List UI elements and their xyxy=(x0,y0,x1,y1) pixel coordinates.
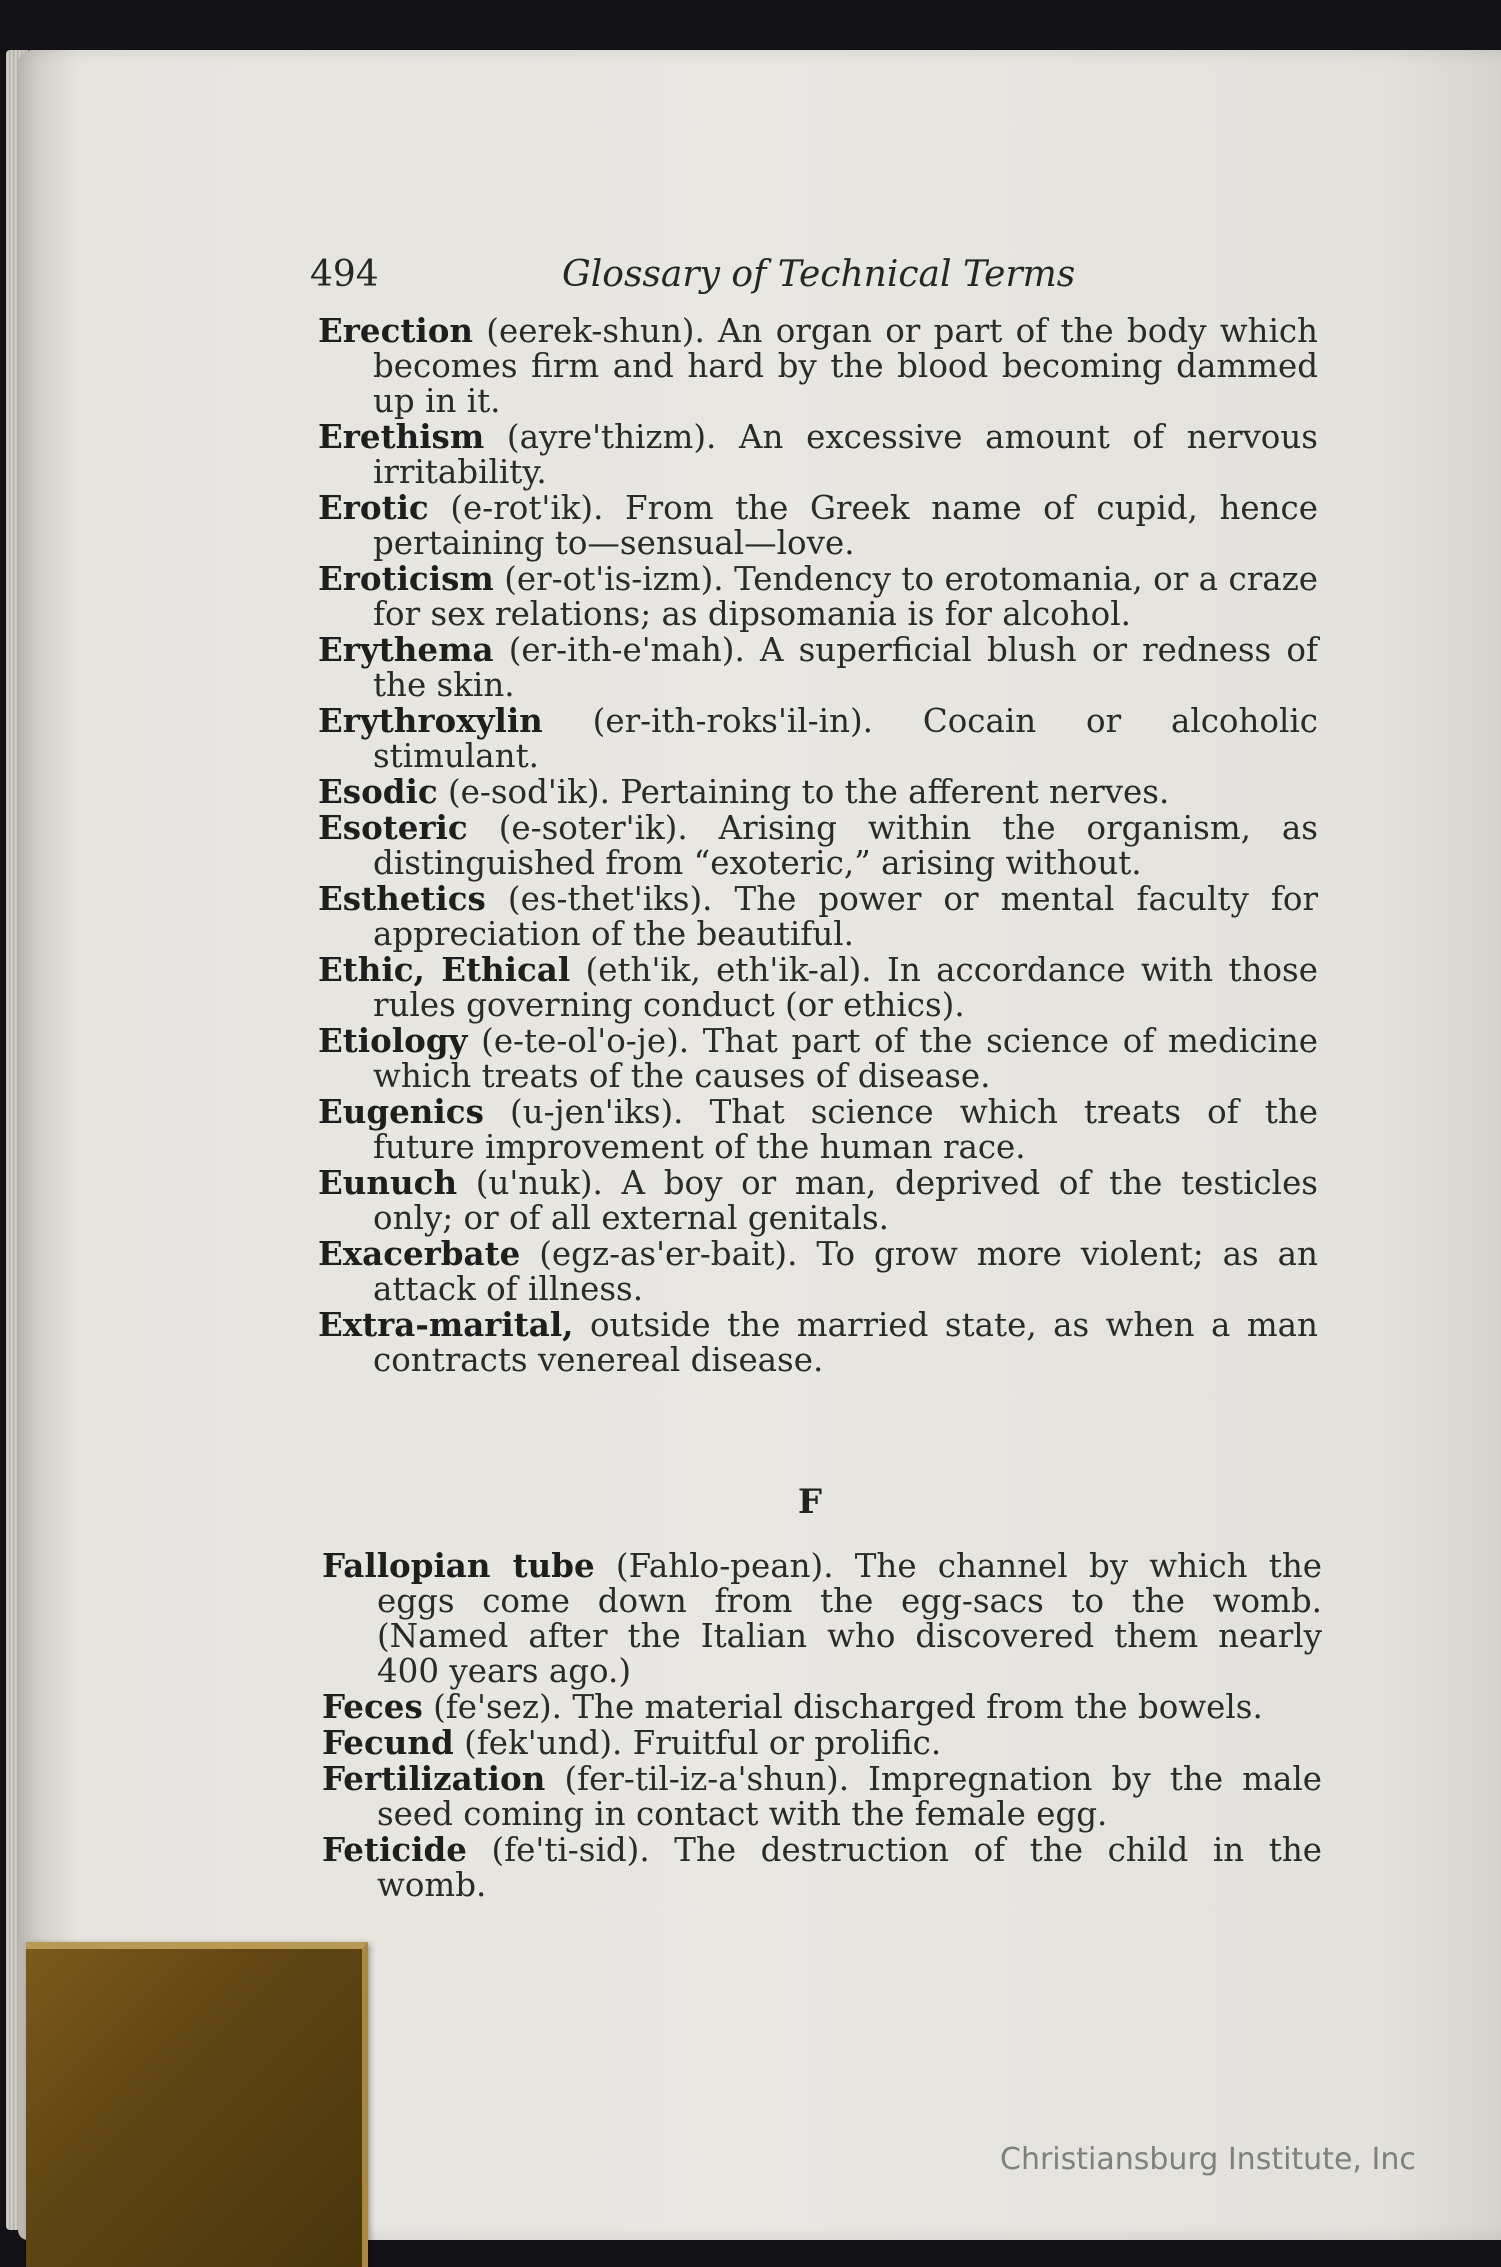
entry-definition: (u-jen'iks). That science which treats of the future improvement of the human race. xyxy=(373,1093,1318,1166)
page-title: Glossary of Technical Terms xyxy=(562,254,1076,295)
entry-definition: (fe'ti-sid). The destruction of the child in the womb. xyxy=(377,1831,1322,1904)
entry-definition: (e-te-ol'o-je). That part of the science of medicine which treats of the causes of disease. xyxy=(373,1022,1318,1095)
running-head xyxy=(310,248,1320,300)
entry-term: Eugenics xyxy=(318,1092,484,1131)
glossary-entry xyxy=(322,1832,1322,1903)
glossary-entry xyxy=(322,1689,1322,1725)
glossary-entry xyxy=(318,881,1318,952)
entry-definition: (fe'sez). The material discharged from the bowels. xyxy=(433,1688,1263,1726)
entry-term: Extra-marital, xyxy=(318,1305,574,1344)
glossary-entry xyxy=(318,774,1318,810)
glossary-entry xyxy=(318,632,1318,703)
glossary-entry xyxy=(318,1236,1318,1307)
entry-term: Erection xyxy=(318,311,474,350)
entry-definition: (e-sod'ik). Pertaining to the afferent nerves. xyxy=(447,773,1170,811)
entry-definition: (eth'ik, eth'ik-al). In accordance with those rules governing conduct (or ethics). xyxy=(373,951,1318,1024)
glossary-entry xyxy=(318,313,1318,419)
glossary-entry xyxy=(322,1725,1322,1761)
glossary-entry xyxy=(318,1165,1318,1236)
entry-term: Fallopian tube xyxy=(322,1546,595,1585)
entry-definition: (es-thet'iks). The power or mental faculty for appreciation of the beautiful. xyxy=(373,880,1318,953)
entry-term: Eroticism xyxy=(318,559,494,598)
glossary-entry xyxy=(318,1023,1318,1094)
entry-definition: outside the married state, as when a man contracts venereal disease. xyxy=(373,1306,1318,1379)
entry-term: Fertilization xyxy=(322,1759,546,1798)
glossary-entry xyxy=(322,1761,1322,1832)
gold-index-tab xyxy=(26,1942,368,2267)
entry-term: Ethic, Ethical xyxy=(318,950,571,989)
glossary-section-f xyxy=(322,1548,1322,1903)
entry-definition: (fer-til-iz-a'shun). Impregnation by the male seed coming in contact with the female egg. xyxy=(377,1760,1322,1833)
entry-term: Erythroxylin xyxy=(318,701,543,740)
entry-term: Exacerbate xyxy=(318,1234,521,1273)
entry-term: Erythema xyxy=(318,630,494,669)
entry-definition: (er-ot'is-izm). Tendency to erotomania, or a craze for sex relations; as dipsomania is for alcohol. xyxy=(373,560,1318,633)
entry-term: Feticide xyxy=(322,1830,467,1869)
entry-term: Etiology xyxy=(318,1021,468,1060)
entry-term: Esthetics xyxy=(318,879,486,918)
entry-term: Esoteric xyxy=(318,808,468,847)
entry-definition: (er-ith-e'mah). A superficial blush or redness of the skin. xyxy=(373,631,1318,704)
glossary-entry xyxy=(318,1307,1318,1378)
entry-term: Erotic xyxy=(318,488,429,527)
glossary-entry xyxy=(318,810,1318,881)
entry-definition: (er-ith-roks'il-in). Cocain or alcoholic stimulant. xyxy=(373,702,1318,775)
entry-definition: (e-rot'ik). From the Greek name of cupid, hence pertaining to—sensual—love. xyxy=(373,489,1318,562)
entry-definition: (fek'und). Fruitful or prolific. xyxy=(464,1724,942,1762)
entry-term: Erethism xyxy=(318,417,485,456)
page-number: 494 xyxy=(310,254,379,295)
glossary-entry xyxy=(318,703,1318,774)
entry-definition: (e-soter'ik). Arising within the organism, as distinguished from “exoteric,” arising without. xyxy=(373,809,1318,882)
glossary-entry xyxy=(322,1548,1322,1689)
glossary-entry xyxy=(318,1094,1318,1165)
glossary-entry xyxy=(318,490,1318,561)
entry-term: Esodic xyxy=(318,772,438,811)
entry-term: Eunuch xyxy=(318,1163,458,1202)
glossary-entry xyxy=(318,952,1318,1023)
glossary-entry xyxy=(318,419,1318,490)
entry-definition: (eerek-shun). An organ or part of the body which becomes firm and hard by the blood becoming dammed up in it. xyxy=(373,312,1318,420)
watermark: Christiansburg Institute, Inc xyxy=(1000,2142,1416,2177)
entry-definition: (Fahlo-pean). The channel by which the eggs come down from the egg-sacs to the womb. (Named after the Italian who discovered them nearly 400 years ago.) xyxy=(377,1547,1322,1690)
glossary-entry xyxy=(318,561,1318,632)
entry-term: Fecund xyxy=(322,1723,454,1762)
entry-definition: (ayre'thizm). An excessive amount of nervous irritability. xyxy=(373,418,1318,491)
entry-definition: (u'nuk). A boy or man, deprived of the testicles only; or of all external genitals. xyxy=(373,1164,1318,1237)
entry-definition: (egz-as'er-bait). To grow more violent; as an attack of illness. xyxy=(373,1235,1318,1308)
glossary-section-e xyxy=(318,313,1318,1378)
section-letter: F xyxy=(797,1482,823,1522)
entry-term: Feces xyxy=(322,1687,423,1726)
